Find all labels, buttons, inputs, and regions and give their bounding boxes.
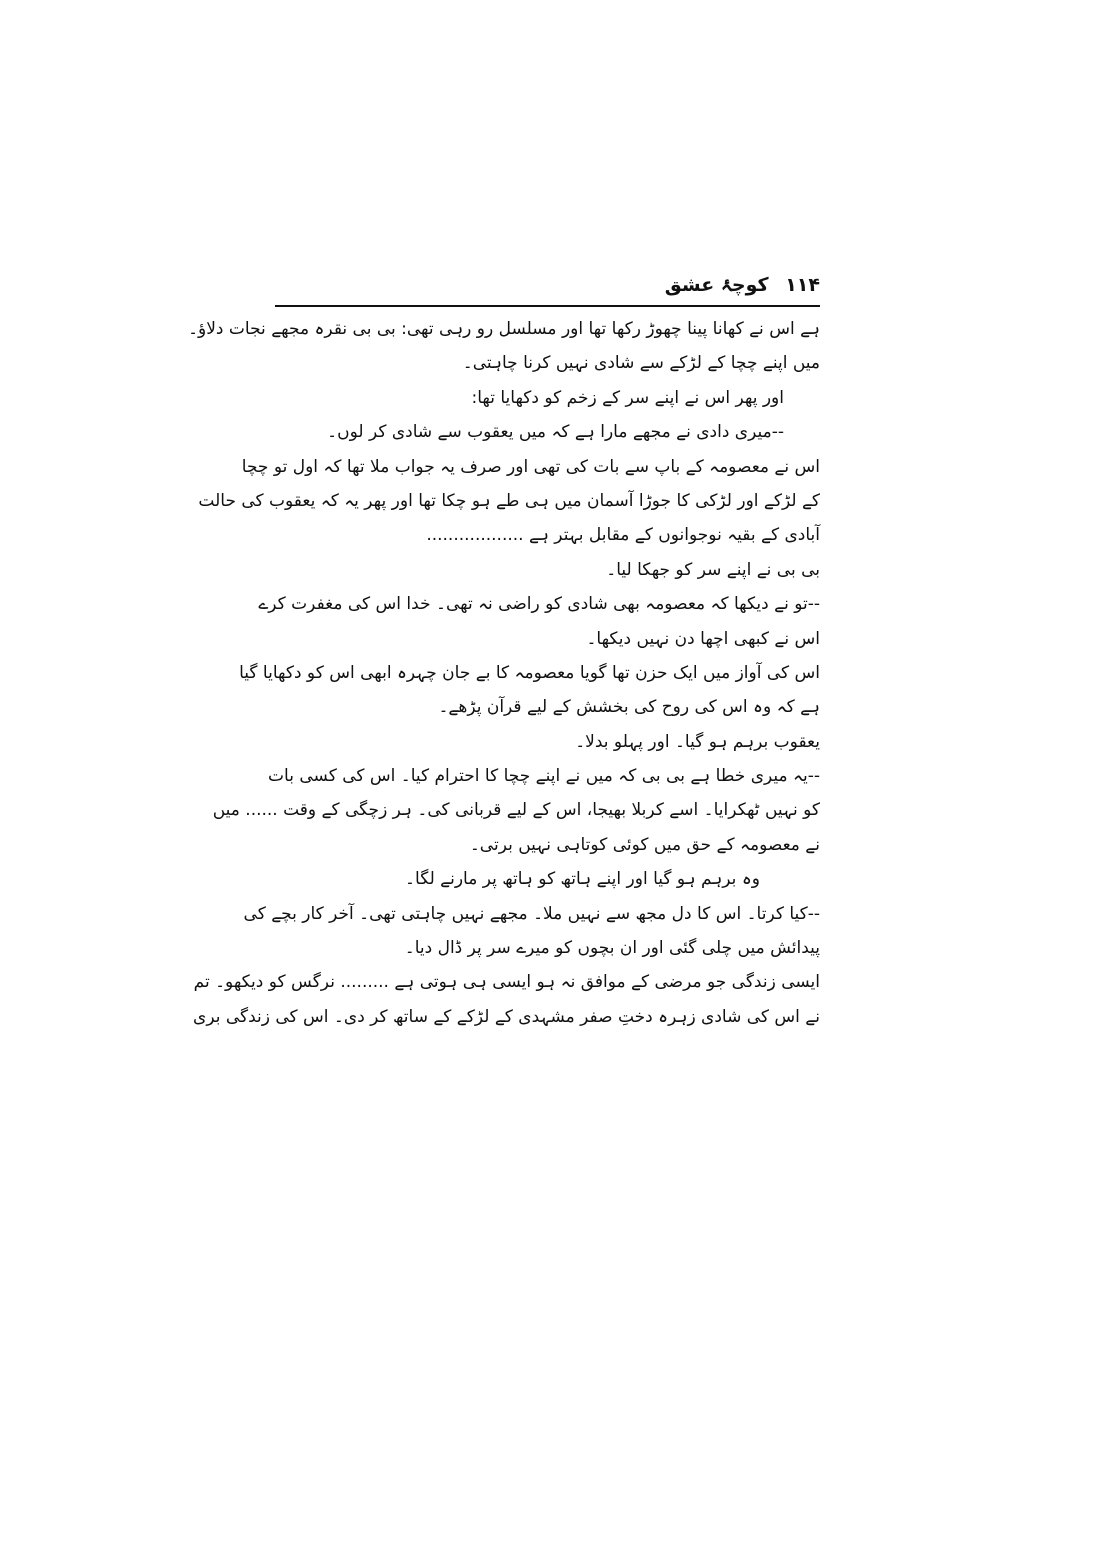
text-line: اس کی آواز میں ایک حزن تھا گویا معصومہ کا بے جان چہرہ ابھی اس کو دکھایا گیا xyxy=(239,662,820,683)
text-line: --یہ میری خطا ہے بی بی کہ میں نے اپنے چچا کا احترام کیا۔ اس کی کسی بات xyxy=(268,766,820,787)
text-line: آبادی کے بقیہ نوجوانوں کے مقابل بہتر ہے .................. xyxy=(426,525,820,546)
text-line: پیدائش میں چلی گئی اور ان بچوں کو میرے سر پر ڈال دیا۔ xyxy=(404,938,820,959)
text-line: نے معصومہ کے حق میں کوئی کوتاہی نہیں برتی۔ xyxy=(469,834,820,855)
text-line: ہے کہ وہ اس کی روح کی بخشش کے لیے قرآن پڑھے۔ xyxy=(438,697,820,718)
text-line: اس نے معصومہ کے باپ سے بات کی تھی اور صرف یہ جواب ملا تھا کہ اول تو چچا xyxy=(241,456,820,477)
text-line: کو نہیں ٹھکرایا۔ اسے کربلا بھیجا، اس کے لیے قربانی کی۔ ہر زچگی کے وقت ...... میں xyxy=(212,800,820,821)
text-line: اس نے کبھی اچھا دن نہیں دیکھا۔ xyxy=(586,628,820,649)
text-line: میں اپنے چچا کے لڑکے سے شادی نہیں کرنا چاہتی۔ xyxy=(462,353,820,374)
running-header xyxy=(275,268,820,306)
text-line: --تو نے دیکھا کہ معصومہ بھی شادی کو راضی نہ تھی۔ خدا اس کی مغفرت کرے xyxy=(258,594,820,615)
header-rule xyxy=(275,305,820,307)
text-line: اور پھر اس نے اپنے سر کے زخم کو دکھایا تھا: xyxy=(471,387,784,408)
text-line: --میری دادی نے مجھے مارا ہے کہ میں یعقوب سے شادی کر لوں۔ xyxy=(327,422,784,443)
header-text xyxy=(655,274,820,296)
text-line: کے لڑکے اور لڑکی کا جوڑا آسمان میں ہی طے ہو چکا تھا اور پھر یہ کہ یعقوب کی حالت xyxy=(198,490,820,511)
text-line: نے اس کی شادی زہرہ دختِ صفر مشہدی کے لڑکے کے ساتھ کر دی۔ اس کی زندگی بری xyxy=(193,1006,820,1027)
text-line: یعقوب برہم ہو گیا۔ اور پہلو بدلا۔ xyxy=(575,731,820,752)
text-line: وہ برہم ہو گیا اور اپنے ہاتھ کو ہاتھ پر مارنے لگا۔ xyxy=(405,869,760,890)
text-line: --کیا کرتا۔ اس کا دل مجھ سے نہیں ملا۔ مجھے نہیں چاہتی تھی۔ آخر کار بچے کی xyxy=(243,903,820,924)
body-text xyxy=(188,312,820,1034)
text-line: بی بی نے اپنے سر کو جھکا لیا۔ xyxy=(606,559,820,580)
book-title: کوچۂ عشق xyxy=(664,274,769,296)
text-line: ایسی زندگی جو مرضی کے موافق نہ ہو ایسی ہی ہوتی ہے ......... نرگس کو دیکھو۔ تم xyxy=(193,972,820,993)
text-line: ہے اس نے کھانا پینا چھوڑ رکھا تھا اور مسلسل رو رہی تھی: بی بی نقرہ مجھے نجات دلاؤ۔ xyxy=(188,319,820,339)
page-number: ۱۱۴ xyxy=(785,274,820,296)
